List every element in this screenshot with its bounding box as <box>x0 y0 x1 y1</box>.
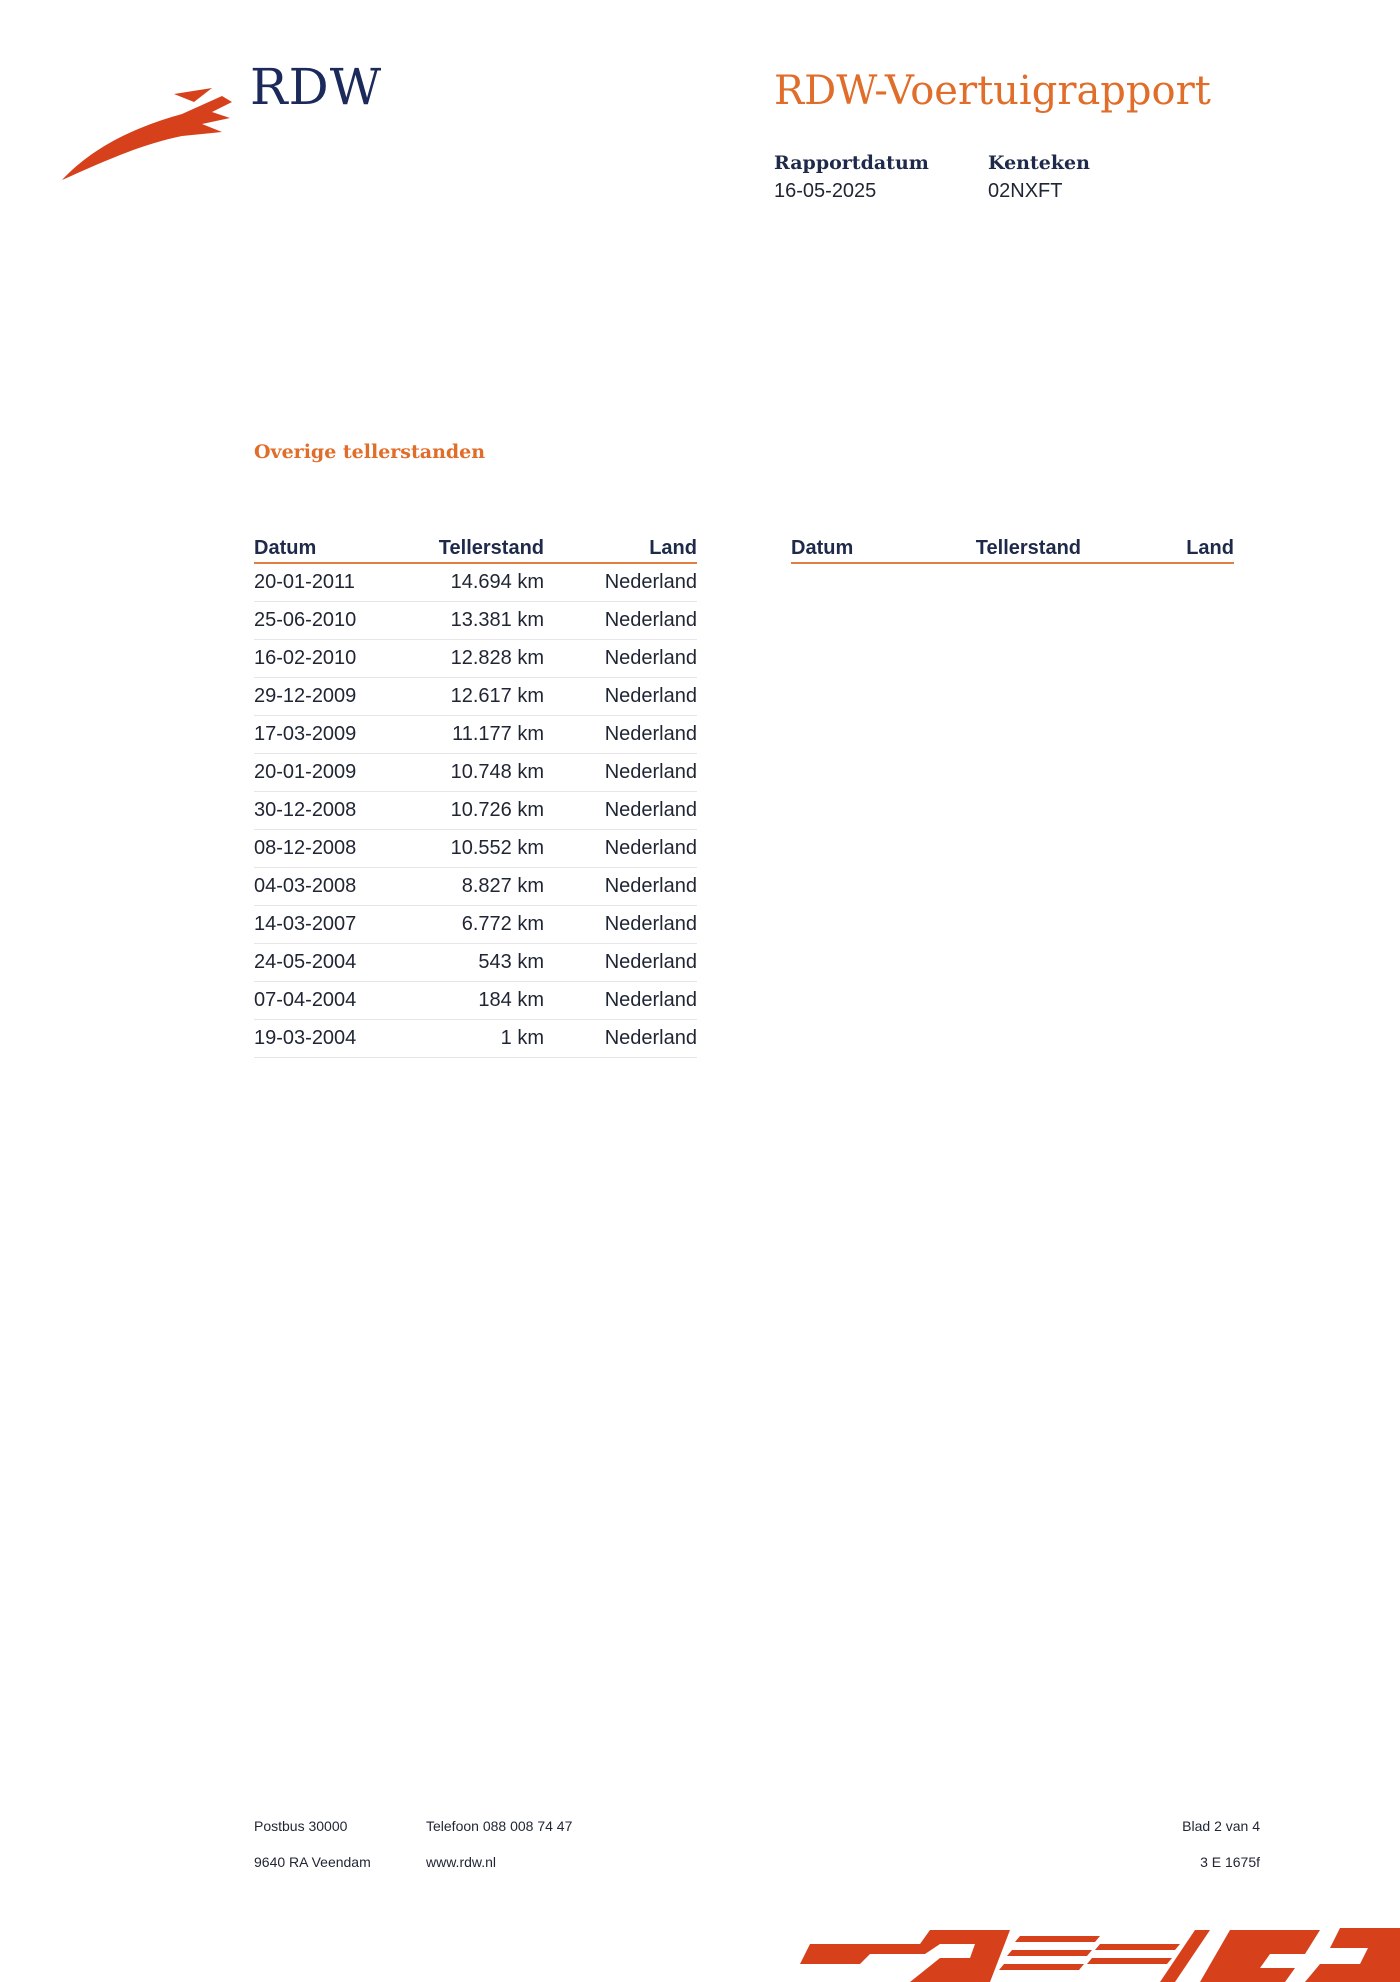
cell-land: Nederland <box>604 989 697 1011</box>
footer-code: 3 E 1675f <box>1200 1854 1260 1870</box>
cell-tellerstand: 12.828 km <box>450 647 544 669</box>
column-header-datum: Datum <box>791 537 854 559</box>
cell-datum: 30-12-2008 <box>254 799 357 821</box>
column-header-land: Land <box>649 537 697 559</box>
column-header-tellerstand: Tellerstand <box>975 537 1081 559</box>
cell-datum: 20-01-2011 <box>254 571 355 593</box>
orange-stripe-graphic-icon <box>800 1924 1400 1982</box>
cell-tellerstand: 11.177 km <box>452 723 544 745</box>
cell-datum: 04-03-2008 <box>254 875 357 897</box>
table-header <box>791 532 1234 564</box>
cell-tellerstand: 14.694 km <box>450 571 544 593</box>
cell-tellerstand: 13.381 km <box>450 609 544 631</box>
odometer-table <box>254 532 697 1058</box>
cell-land: Nederland <box>604 799 697 821</box>
table-row <box>254 754 697 792</box>
column-header-land: Land <box>1186 537 1234 559</box>
cell-tellerstand: 10.748 km <box>450 761 544 783</box>
cell-land: Nederland <box>604 609 697 631</box>
table-row <box>254 716 697 754</box>
cell-datum: 19-03-2004 <box>254 1027 357 1049</box>
cell-datum: 14-03-2007 <box>254 913 357 935</box>
cell-land: Nederland <box>604 875 697 897</box>
report-date-value: 16-05-2025 <box>774 180 877 202</box>
column-header-tellerstand: Tellerstand <box>438 537 544 559</box>
cell-tellerstand: 10.726 km <box>450 799 544 821</box>
cell-datum: 20-01-2009 <box>254 761 357 783</box>
cell-datum: 16-02-2010 <box>254 647 357 669</box>
cell-datum: 08-12-2008 <box>254 837 357 859</box>
table-row <box>254 944 697 982</box>
footer-phone: Telefoon 088 008 74 47 <box>426 1818 573 1834</box>
cell-datum: 17-03-2009 <box>254 723 357 745</box>
rdw-bird-logo-icon <box>62 88 232 184</box>
report-date-block <box>774 152 929 203</box>
table-row <box>254 830 697 868</box>
cell-datum: 07-04-2004 <box>254 989 357 1011</box>
cell-tellerstand: 12.617 km <box>450 685 544 707</box>
column-header-datum: Datum <box>254 537 317 559</box>
cell-land: Nederland <box>604 913 697 935</box>
odometer-table-2 <box>791 532 1234 564</box>
cell-land: Nederland <box>604 647 697 669</box>
cell-land: Nederland <box>604 685 697 707</box>
report-title: RDW-Voertuigrapport <box>774 68 1211 114</box>
cell-land: Nederland <box>604 1027 697 1049</box>
license-plate-value: 02NXFT <box>988 180 1063 202</box>
cell-land: Nederland <box>604 837 697 859</box>
footer-address-line1: Postbus 30000 <box>254 1818 348 1834</box>
table-row <box>254 792 697 830</box>
cell-datum: 29-12-2009 <box>254 685 357 707</box>
cell-land: Nederland <box>604 723 697 745</box>
cell-datum: 25-06-2010 <box>254 609 357 631</box>
logo-text: RDW <box>250 58 383 116</box>
table-row <box>254 868 697 906</box>
footer-website: www.rdw.nl <box>426 1854 497 1870</box>
license-plate-label: Kenteken <box>988 152 1090 174</box>
footer-page-number: Blad 2 van 4 <box>1182 1818 1260 1834</box>
cell-land: Nederland <box>604 571 697 593</box>
table-row <box>254 1020 697 1058</box>
cell-tellerstand: 184 km <box>478 989 544 1011</box>
cell-tellerstand: 1 km <box>500 1027 544 1049</box>
table-row <box>254 906 697 944</box>
cell-datum: 24-05-2004 <box>254 951 357 973</box>
table-row <box>254 640 697 678</box>
table-body <box>254 564 697 1058</box>
section-title: Overige tellerstanden <box>254 441 486 463</box>
cell-tellerstand: 543 km <box>478 951 544 973</box>
table-row <box>254 602 697 640</box>
cell-tellerstand: 8.827 km <box>461 875 544 897</box>
license-plate-block <box>988 152 1090 203</box>
cell-tellerstand: 10.552 km <box>450 837 544 859</box>
footer-address-line2: 9640 RA Veendam <box>254 1854 371 1870</box>
report-date-label: Rapportdatum <box>774 152 929 174</box>
table-header <box>254 532 697 564</box>
table-row <box>254 564 697 602</box>
table-row <box>254 678 697 716</box>
cell-land: Nederland <box>604 951 697 973</box>
cell-tellerstand: 6.772 km <box>461 913 544 935</box>
cell-land: Nederland <box>604 761 697 783</box>
table-row <box>254 982 697 1020</box>
